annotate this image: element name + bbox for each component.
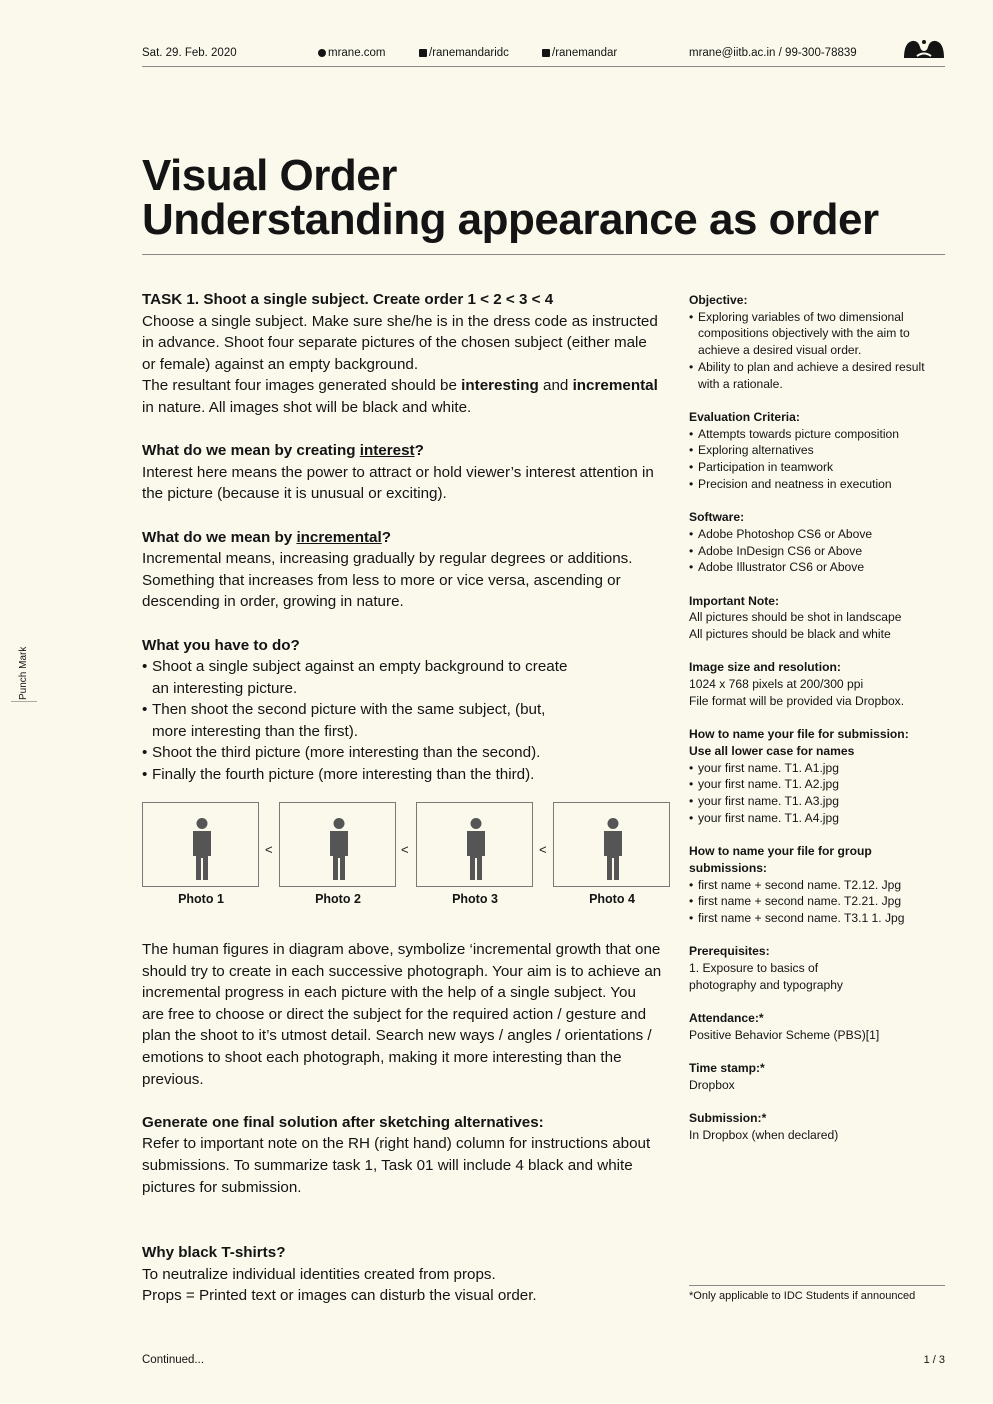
list-item: • your first name. T1. A1.jpg <box>689 760 945 777</box>
list-item: • Ability to plan and achieve a desired result with a rationale. <box>689 359 945 392</box>
list-item: • Shoot a single subject against an empty background to create an interesting picture. <box>142 656 582 699</box>
evaluation-heading: Evaluation Criteria: <box>689 409 800 424</box>
attendance-text: Positive Behavior Scheme (PBS)[1] <box>689 1027 880 1042</box>
group-naming-list <box>689 877 945 927</box>
incremental-heading: What do we mean by incremental? <box>142 528 391 546</box>
important-note-line: All pictures should be shot in landscape <box>689 610 902 625</box>
facebook-icon <box>542 49 550 57</box>
objective-heading: Objective: <box>689 293 748 307</box>
time-stamp-heading: Time stamp:* <box>689 1061 765 1076</box>
task-heading: TASK 1. Shoot a single subject. Create order 1 < 2 < 3 < 4 <box>142 291 554 308</box>
tshirt-section <box>142 1242 662 1307</box>
file-format-line: File format will be provided via Dropbox. <box>689 693 905 708</box>
continued-note: Continued... <box>142 1354 205 1366</box>
person-icon <box>191 818 213 880</box>
incremental-text: Incremental means, increasing gradually by regular degrees or additions. Something that increases from less to more or vice versa, ascending or descending in order, growing in nature. <box>142 550 633 611</box>
file-naming-list <box>689 760 945 827</box>
final-solution-heading: Generate one final solution after sketching alternatives: <box>142 1113 544 1131</box>
punch-mark-line <box>11 701 37 702</box>
software-list <box>689 526 945 576</box>
punch-mark-label: Punch Mark <box>18 646 29 700</box>
person-icon <box>328 818 350 880</box>
logo-icon <box>902 38 946 60</box>
list-item: • Exploring variables of two dimensional compositions objectively with the aim to achieve a desired visual order. <box>689 309 945 359</box>
list-item: • your first name. T1. A3.jpg <box>689 793 945 810</box>
list-item: • first name + second name. T3.1 1. Jpg <box>689 910 945 927</box>
list-item: • first name + second name. T2.12. Jpg <box>689 877 945 894</box>
file-naming-heading: How to name your file for submission: <box>689 727 909 742</box>
image-size-line: 1024 x 768 pixels at 200/300 ppi <box>689 677 864 692</box>
figure-explanation: The human figures in diagram above, symbolize ‘incremental growth that one should try to create in each successive photograph. Your aim is to achieve an incremental progress in each picture with the help of a single subject. You are free to choose or direct the subject for the required action / gesture and plan the shoot to it’s utmost detail. Search new ways / angles / orientations / emotions to shoot each photograph, making it more interesting than the previous. <box>142 941 662 1088</box>
photo-label: Photo 3 <box>452 892 498 906</box>
title-divider <box>142 254 945 255</box>
less-than-sign: < <box>265 842 273 857</box>
list-item: • Shoot the third picture (more interesting than the second). <box>142 742 582 764</box>
prerequisites-heading: Prerequisites: <box>689 944 770 959</box>
tshirt-line-2: Props = Printed text or images can disturb the visual order. <box>142 1287 537 1305</box>
task-requirement: The resultant four images generated should be interesting and incremental in nature. All images shot will be black and white. <box>142 377 658 416</box>
list-item: • Precision and neatness in execution <box>689 476 945 493</box>
list-item: • your first name. T1. A4.jpg <box>689 810 945 827</box>
list-item: • Exploring alternatives <box>689 442 945 459</box>
submission-heading: Submission:* <box>689 1111 767 1126</box>
footnote-divider <box>689 1285 945 1286</box>
footnote: *Only applicable to IDC Students if announced <box>689 1290 916 1302</box>
task-section <box>142 289 662 786</box>
photo-label: Photo 4 <box>589 892 635 906</box>
prerequisites-text: 1. Exposure to basics of photography and typography <box>689 961 843 992</box>
twitter-icon <box>419 49 427 57</box>
photo-box-4 <box>553 802 670 887</box>
header-facebook[interactable]: /ranemandar <box>542 47 617 59</box>
list-item: • Adobe Photoshop CS6 or Above <box>689 526 945 543</box>
list-item: • Finally the fourth picture (more interesting than the third). <box>142 764 582 786</box>
interest-text: Interest here means the power to attract or hold viewer’s interest attention in the picture (because it is unusual or exciting). <box>142 463 654 503</box>
person-icon <box>602 818 624 880</box>
header-divider <box>142 66 945 67</box>
todo-list <box>142 656 582 786</box>
list-item: • Then shoot the second picture with the same subject, (but, more interesting than the first). <box>142 699 582 742</box>
interest-heading: What do we mean by creating interest? <box>142 442 424 460</box>
evaluation-list <box>689 426 945 493</box>
image-size-heading: Image size and resolution: <box>689 660 841 675</box>
page-number: 1 / 3 <box>923 1354 945 1366</box>
header-contact[interactable]: mrane@iitb.ac.in / 99-300-78839 <box>689 47 857 59</box>
group-naming-heading: How to name your file for group submissions: <box>689 844 872 875</box>
file-naming-subheading: Use all lower case for names <box>689 743 855 758</box>
important-note-heading: Important Note: <box>689 593 780 608</box>
important-note-line: All pictures should be black and white <box>689 627 891 642</box>
final-solution-text: Refer to important note on the RH (right hand) column for instructions about submissions. To summarize task 1, Task 01 will include 4 black and white pictures for submission. <box>142 1135 651 1196</box>
header-website[interactable]: mrane.com <box>318 47 386 59</box>
list-item: • first name + second name. T2.21. Jpg <box>689 893 945 910</box>
tshirt-line-1: To neutralize individual identities created from props. <box>142 1265 496 1283</box>
list-item: • Attempts towards picture composition <box>689 426 945 443</box>
less-than-sign: < <box>539 842 547 857</box>
todo-heading: What you have to do? <box>142 636 300 654</box>
person-icon <box>465 818 487 880</box>
title-line-2: Understanding appearance as order <box>142 195 879 244</box>
task-intro: Choose a single subject. Make sure she/he is in the dress code as instructed in advance. Shoot four separate pictures of the chosen subject (either male or female) against an empty background. <box>142 312 658 373</box>
title-line-1: Visual Order <box>142 151 397 200</box>
list-item: • your first name. T1. A2.jpg <box>689 776 945 793</box>
list-item: • Adobe Illustrator CS6 or Above <box>689 559 945 576</box>
sidebar <box>689 292 945 1144</box>
photo-label: Photo 1 <box>178 892 224 906</box>
photo-box-3 <box>416 802 533 887</box>
list-item: • Adobe InDesign CS6 or Above <box>689 543 945 560</box>
header-date: Sat. 29. Feb. 2020 <box>142 47 237 59</box>
list-item: • Participation in teamwork <box>689 459 945 476</box>
globe-icon <box>318 49 326 57</box>
objective-list <box>689 309 945 393</box>
explanation-section <box>142 939 662 1198</box>
page-title <box>142 151 879 244</box>
tshirt-heading: Why black T-shirts? <box>142 1244 286 1261</box>
photo-label: Photo 2 <box>315 892 361 906</box>
header-twitter[interactable]: /ranemandaridc <box>419 47 509 59</box>
submission-text: In Dropbox (when declared) <box>689 1128 839 1142</box>
software-heading: Software: <box>689 510 745 525</box>
attendance-heading: Attendance:* <box>689 1011 764 1026</box>
less-than-sign: < <box>401 842 409 857</box>
time-stamp-text: Dropbox <box>689 1077 735 1092</box>
photo-box-2 <box>279 802 396 887</box>
photo-box-1 <box>142 802 259 887</box>
